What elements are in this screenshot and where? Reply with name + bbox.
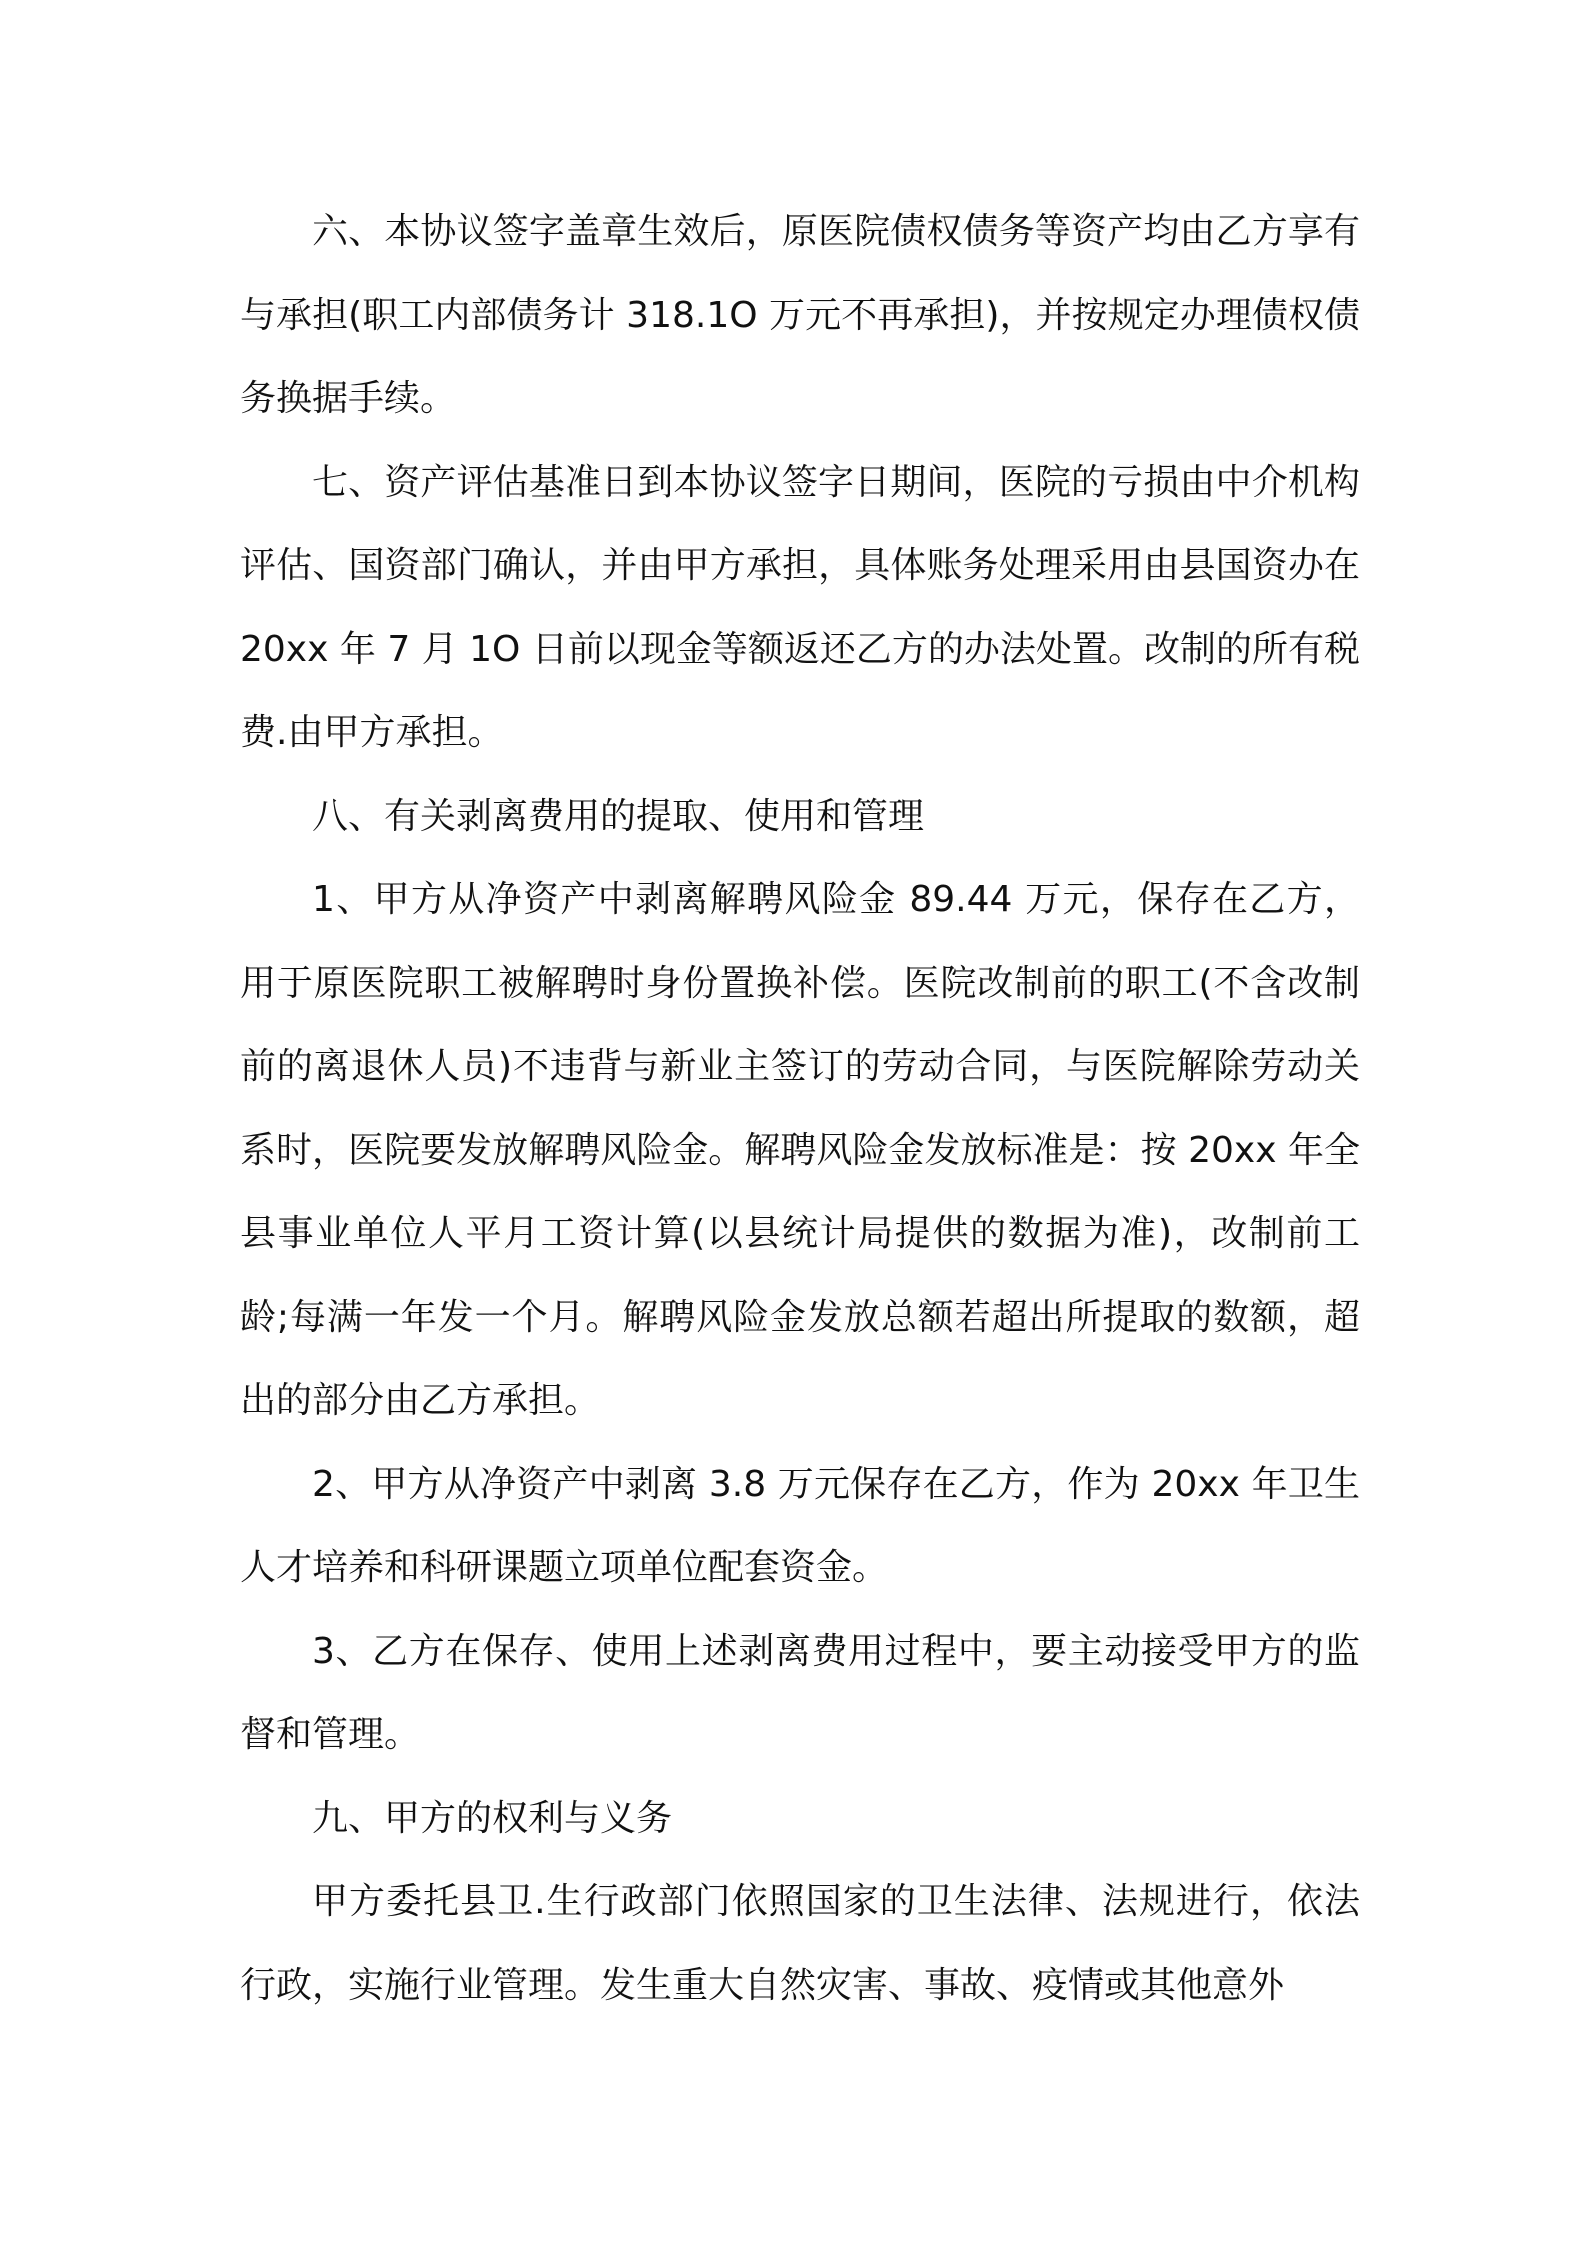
paragraph-7-losses: 七、资产评估基准日到本协议签字日期间，医院的亏损由中介机构评估、国资部门确认，并由甲方承担，具体账务处理采用由县国资办在 20xx 年 7 月 1O 日前以现金等额返还乙方的办法处置。改制的所有税费.由甲方承担。 xyxy=(240,461,1360,753)
paragraph-9-party-a-rights: 甲方委托县卫.生行政部门依照国家的卫生法律、法规进行，依法行政，实施行业管理。发生重大自然灾害、事故、疫情或其他意外 xyxy=(240,1881,1360,2006)
section-heading-8: 八、有关剥离费用的提取、使用和管理 xyxy=(312,795,925,837)
paragraph-8-1-risk-fund: 1、甲方从净资产中剥离解聘风险金 89.44 万元，保存在乙方，用于原医院职工被解聘时身份置换补偿。医院改制前的职工(不含改制前的离退休人员)不违背与新业主签订的劳动合同，与医院解除劳动关系时，医院要发放解聘风险金。解聘风险金发放标准是：按 20xx 年全县事业单位人平月工资计算(以县统计局提供的数据为准)，改制前工龄;每满一年发一个月。解聘风险金发放总额若超出所提取的数额，超出的部分由乙方承担。 xyxy=(240,879,1360,1421)
paragraph-8-2-matching-funds: 2、甲方从净资产中剥离 3.8 万元保存在乙方，作为 20xx 年卫生人才培养和科研课题立项单位配套资金。 xyxy=(240,1463,1360,1588)
paragraph-6-debts: 六、本协议签字盖章生效后，原医院债权债务等资产均由乙方享有与承担(职工内部债务计 318.1O 万元不再承担)，并按规定办理债权债务换据手续。 xyxy=(240,211,1360,419)
document-page xyxy=(240,190,1360,2027)
paragraph-8-3-supervision: 3、乙方在保存、使用上述剥离费用过程中，要主动接受甲方的监督和管理。 xyxy=(240,1630,1360,1755)
section-heading-9: 九、甲方的权利与义务 xyxy=(312,1797,673,1839)
